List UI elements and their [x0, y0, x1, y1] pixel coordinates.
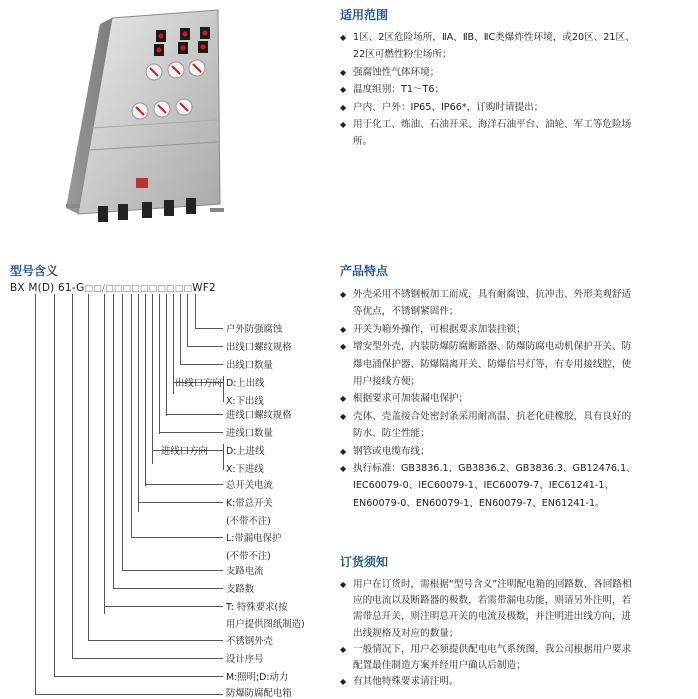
label-main-switch: K:带总开关 — [226, 498, 273, 509]
label-special-requirement: T: 特殊要求(按 — [226, 602, 288, 613]
product-image — [60, 8, 225, 236]
label-main-switch-current: 总开关电流 — [226, 480, 273, 491]
diamond-bullet-icon: ◆ — [340, 33, 347, 42]
label-leakage-protection: L:带漏电保护 — [226, 533, 282, 544]
diamond-bullet-icon: ◆ — [340, 67, 347, 77]
label-main-switch-note: (不带不注) — [226, 516, 271, 527]
label-inlet-direction: 进线口方向 — [161, 446, 208, 457]
label-inlet-count: 进线口数量 — [226, 428, 273, 439]
diamond-bullet-icon: ◆ — [340, 580, 347, 589]
list-item: ◆ 用户在订货时，需根据“型号含义”注明配电箱的回路数、各回路相应的电流以及断路器的极数，若需带漏电功能，则请另外注明，若需带总开关，则注明总开关的电流及极数，并注明进出线方向，进出线规格及对应的数量； — [340, 579, 632, 639]
diamond-bullet-icon: ◆ — [340, 677, 347, 687]
label-product-type: 防爆防腐配电箱 — [226, 688, 292, 699]
label-branch-count: 支路数 — [226, 584, 255, 595]
label-inlet-down: X:下进线 — [226, 464, 264, 475]
label-outdoor-anticorrosion: 户外防强腐蚀 — [226, 324, 283, 335]
diamond-bullet-icon: ◆ — [340, 446, 347, 456]
label-outlet-up: D:上出线 — [226, 378, 265, 389]
label-lighting-power: M:照明;D:动力 — [226, 672, 289, 683]
list-item: ◆ 钢管或电缆布线； — [340, 443, 640, 460]
list-item: ◆ 外壳采用不锈钢板加工而成，具有耐腐蚀、抗冲击、外形美观舒适等优点，不锈钢紧固件； — [340, 286, 640, 321]
label-inlet-up: D:上进线 — [226, 446, 265, 457]
list-item: ◆ 强腐蚀性气体环境； — [340, 64, 640, 81]
scope-title: 适用范围 — [340, 8, 389, 22]
diamond-bullet-icon: ◆ — [340, 644, 347, 654]
label-outlet-down: X:下出线 — [226, 396, 264, 407]
label-outlet-direction: 出线口方向 — [175, 378, 222, 389]
list-item: ◆ 用于化工、炼油、石油开采、海洋石油平台、油轮、军工等危险场所。 — [340, 116, 640, 151]
model-title: 型号含义 — [10, 264, 59, 278]
list-item: ◆ 壳体、壳盖接合处密封条采用耐高温、抗老化硅橡胶，具有良好的防水、防尘性能； — [340, 408, 640, 443]
diamond-bullet-icon: ◆ — [340, 411, 347, 421]
list-item: ◆ 执行标准：GB3836.1、GB3836.2、GB3836.3、GB12476.1、IEC60079-0、IEC60079-1、IEC60079-7、IEC61241-1、EN60079-0、EN60079-1、EN60079-7、EN61241-1。 — [340, 460, 640, 512]
list-item: ◆ 1区、2区危险场所，ⅡA、ⅡB、ⅡC类爆炸性环境，或20区、21区、22区可燃性粉尘场所； — [340, 29, 640, 64]
label-design-number: 设计序号 — [226, 654, 264, 665]
explosion-proof-box-illustration — [60, 8, 225, 236]
label-outlet-count: 出线口数量 — [226, 360, 273, 371]
diamond-bullet-icon: ◆ — [340, 394, 347, 404]
diamond-bullet-icon: ◆ — [340, 120, 347, 130]
diamond-bullet-icon: ◆ — [340, 85, 347, 95]
ordering-list — [340, 577, 640, 690]
label-branch-current: 支路电流 — [226, 566, 264, 577]
model-code: BX M(D) 61-G□□/□□□□□□□□□□WF2 — [10, 282, 216, 294]
label-special-requirement-2: 用户提供图纸制造) — [226, 619, 305, 630]
list-item: ◆ 户内、户外：IP65、IP66*，订购时请提出； — [340, 99, 640, 116]
features-title: 产品特点 — [340, 264, 389, 278]
list-item: ◆ 增安型外壳，内装防爆防腐断路器、防爆防腐电动机保护开关、防爆电涌保护器、防爆隔离开关、防爆信号灯等，有专用接线腔，使用户接线方便； — [340, 338, 640, 390]
label-stainless-shell: 不锈钢外壳 — [226, 636, 273, 647]
features-list — [340, 286, 640, 512]
list-item: ◆ 有其他特殊要求请注明。 — [340, 674, 640, 690]
scope-list — [340, 29, 640, 151]
list-item: ◆ 一般情况下，用户必须提供配电电气系统图，我公司根据用户要求配置最佳制造方案并经用户确认后制造； — [340, 643, 632, 672]
diamond-bullet-icon: ◆ — [340, 324, 347, 334]
list-item: ◆ 开关为箱外操作，可根据要求加装挂锁； — [340, 321, 640, 338]
label-inlet-thread: 进线口螺纹规格 — [226, 410, 292, 421]
diamond-bullet-icon: ◆ — [340, 290, 347, 299]
diamond-bullet-icon: ◆ — [340, 102, 347, 112]
label-leakage-note: (不带不注) — [226, 551, 271, 562]
label-outlet-thread: 出线口螺纹规格 — [226, 342, 292, 353]
diamond-bullet-icon: ◆ — [340, 464, 347, 474]
diamond-bullet-icon: ◆ — [340, 342, 347, 352]
list-item: ◆ 温度组别：T1～T6； — [340, 81, 640, 98]
list-item: ◆ 根据要求可加装漏电保护； — [340, 390, 640, 407]
ordering-title: 订货须知 — [340, 555, 389, 569]
